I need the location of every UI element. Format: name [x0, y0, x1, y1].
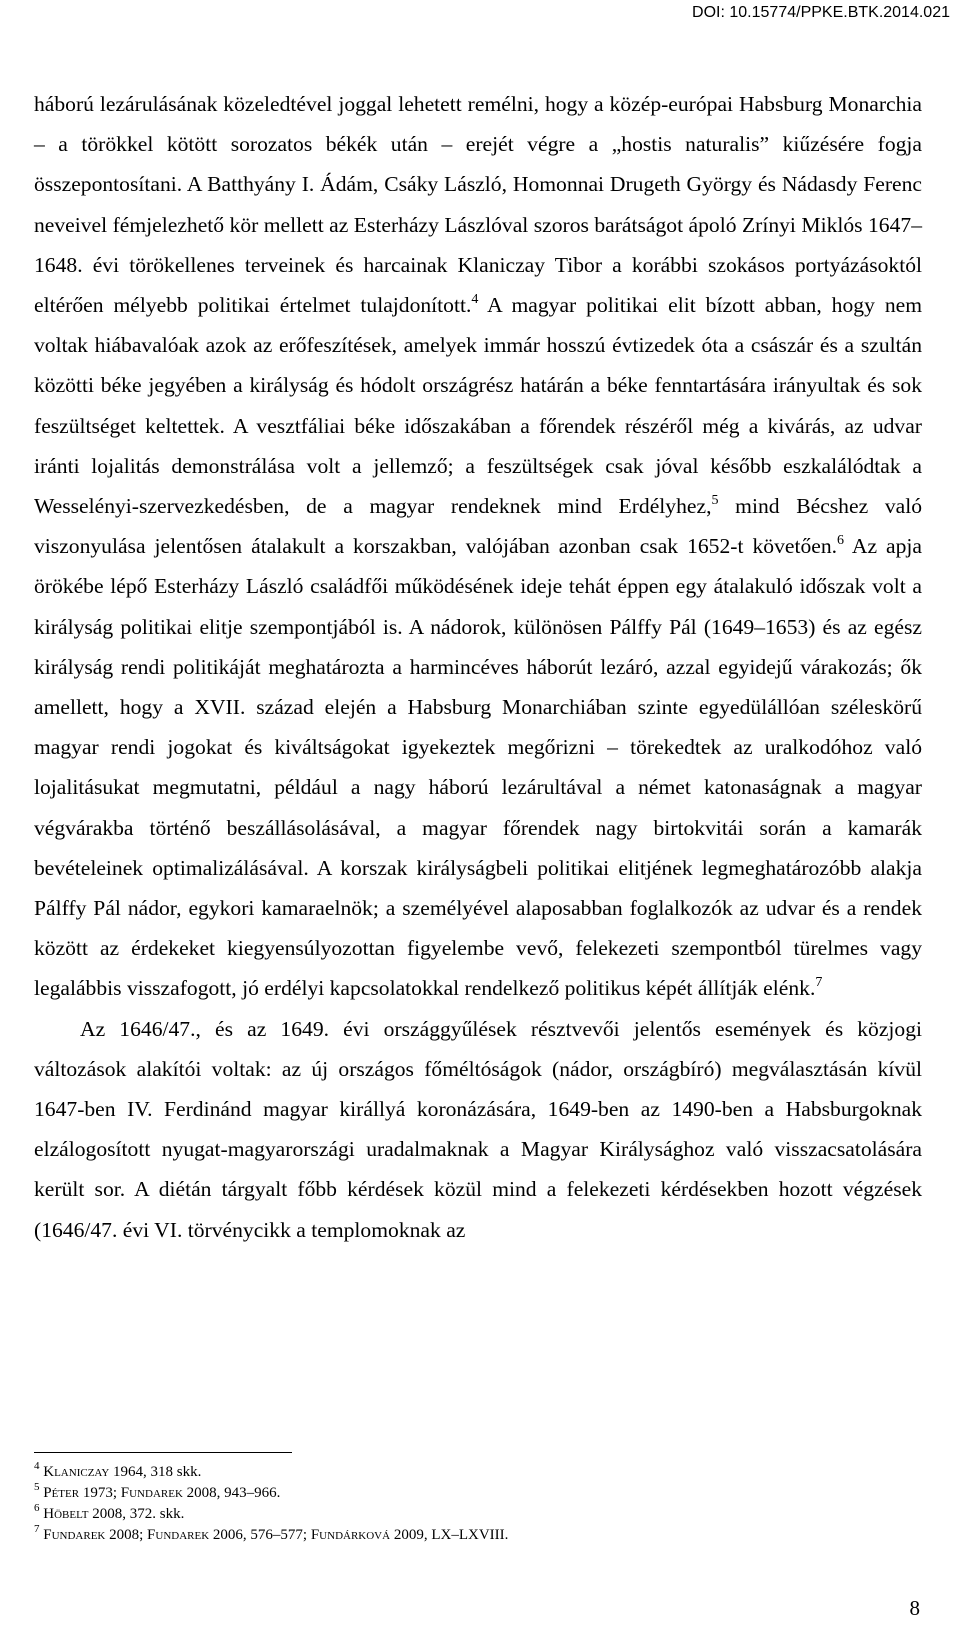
- footnote-text: 2006, 576–577;: [209, 1527, 311, 1543]
- body-text: [34, 84, 922, 1250]
- footnote-4: [34, 1462, 922, 1483]
- footnote-number: 6: [34, 1502, 40, 1514]
- footnote-author: Fundarek: [43, 1527, 106, 1543]
- paragraph-1-part-2: A magyar politikai elit bízott abban, hogy nem voltak hiábavalóak azok az erőfeszítések, amelyek immár hosszú évtizedek óta a császár és a szultán közötti béke jegyében a királyság és hódolt országrész határán a béke fenntartására irányultak és sok feszültséget keltettek. A vesztfáliai béke időszakában a főrendek részéről még a kivárás, az udvar iránti lojalitás demonstrálása volt a jellemző; a feszültségek csak jóval később eszkalálódtak a Wesselényi-szervezkedésben, de a magyar rendeknek mind Erdélyhez,: [34, 293, 922, 519]
- page-number: 8: [909, 1596, 920, 1620]
- paragraph-1-part-1: háború lezárulásának közeledtével joggal lehetett remélni, hogy a közép-európai Habsburg Monarchia – a törökkel kötött sorozatos békék után – erejét végre a „hostis naturalis” kiűzésére fogja összepontosítani. A Batthyány I. Ádám, Csáky László, Homonnai Drugeth György és Nádasdy Ferenc neveivel fémjelezhető kör mellett az Esterházy Lászlóval szoros barátságot ápoló Zrínyi Miklós 1647–1648. évi törökellenes terveinek és harcainak Klaniczay Tibor a korábbi szokásos portyázásoktól eltérően mélyebb politikai értelmet tulajdonított.: [34, 92, 922, 318]
- footnote-number: 7: [34, 1523, 40, 1535]
- footnote-7: [34, 1525, 922, 1546]
- footnote-text: 1973;: [79, 1485, 121, 1501]
- footnote-ref-5: 5: [711, 492, 719, 508]
- footnote-separator: [34, 1452, 292, 1453]
- paragraph-1-part-3: mind Bécshez való viszonyulása jelentősen átalakult a korszakban, valójában azonban csak 1652-t követően.: [34, 494, 922, 559]
- paragraph-1: [34, 84, 922, 1009]
- footnote-number: 5: [34, 1481, 40, 1493]
- footnote-ref-7: 7: [815, 975, 823, 991]
- footnote-author: Fundarek: [120, 1485, 183, 1501]
- footnote-5: [34, 1483, 922, 1504]
- paragraph-1-part-4: Az apja örökébe lépő Esterházy László családfői működésének ideje tehát éppen egy átalakuló időszak volt a királyság politikai elitje szempontjából is. A nádorok, különösen Pálffy Pál (1649–1653) és az egész királyság rendi politikáját meghatározta a harmincéves háborút lezáró, azzal egyidejű várakozás; ők amellett, hogy a XVII. század elején a Habsburg Monarchiában szinte egyedülállóan széleskörű magyar rendi jogokat és kiváltságokat igyekeztek megőrizni – törekedtek az uralkodóhoz való lojalitásukat megmutatni, például a nagy háború lezárultával a német katonaságnak a magyar végvárakba történő beszállásolásával, a magyar főrendek nagy birtokvitái során a kamarák bevételeinek optimalizálásával. A korszak királyságbeli politikai elitjének legmeghatározóbb alakja Pálffy Pál nádor, egykori kamaraelnök; a személyével alaposabban foglalkozók az udvar és a rendek között az érdekeket kiegyensúlyozottan figyelembe vevő, felekezeti szempontból türelmes vagy legalábbis visszafogott, jó erdélyi kapcsolatokkal rendelkező politikus képét állítják elénk.: [34, 534, 923, 1001]
- footnote-number: 4: [34, 1460, 40, 1472]
- footnote-6: [34, 1504, 922, 1525]
- footnotes: [34, 1462, 922, 1546]
- footnote-text: 2009, LX–LXVIII.: [390, 1527, 509, 1543]
- footnote-text: 1964, 318 skk.: [109, 1464, 202, 1480]
- paragraph-2: Az 1646/47., és az 1649. évi országgyűlések résztvevői jelentős események és közjogi változások alakítói voltak: az új országos főméltóságok (nádor, országbíró) megválasztásán kívül 1647-ben IV. Ferdinánd magyar királlyá koronázására, 1649-ben az 1490-ben a Habsburgoknak elzálogosított nyugat-magyarországi uradalmaknak a Magyar Királysághoz való visszacsatolására került sor. A diétán tárgyalt főbb kérdések közül mind a felekezeti kérdésekben hozott végzések (1646/47. évi VI. törvénycikk a templomoknak az: [34, 1016, 922, 1242]
- footnote-text: 2008, 943–966.: [182, 1485, 281, 1501]
- footnote-ref-4: 4: [471, 291, 479, 307]
- footnote-ref-6: 6: [837, 533, 845, 549]
- footnote-author: Höbelt: [43, 1506, 89, 1522]
- footnote-text: 2008;: [105, 1527, 148, 1543]
- footnote-author: Fundárková: [310, 1527, 391, 1543]
- footnote-text: 2008, 372. skk.: [88, 1506, 185, 1522]
- doi-header: DOI: 10.15774/PPKE.BTK.2014.021: [692, 4, 950, 21]
- footnote-author: Fundarek: [147, 1527, 210, 1543]
- footnote-author: Péter: [43, 1485, 80, 1501]
- footnote-author: Klaniczay: [43, 1464, 110, 1480]
